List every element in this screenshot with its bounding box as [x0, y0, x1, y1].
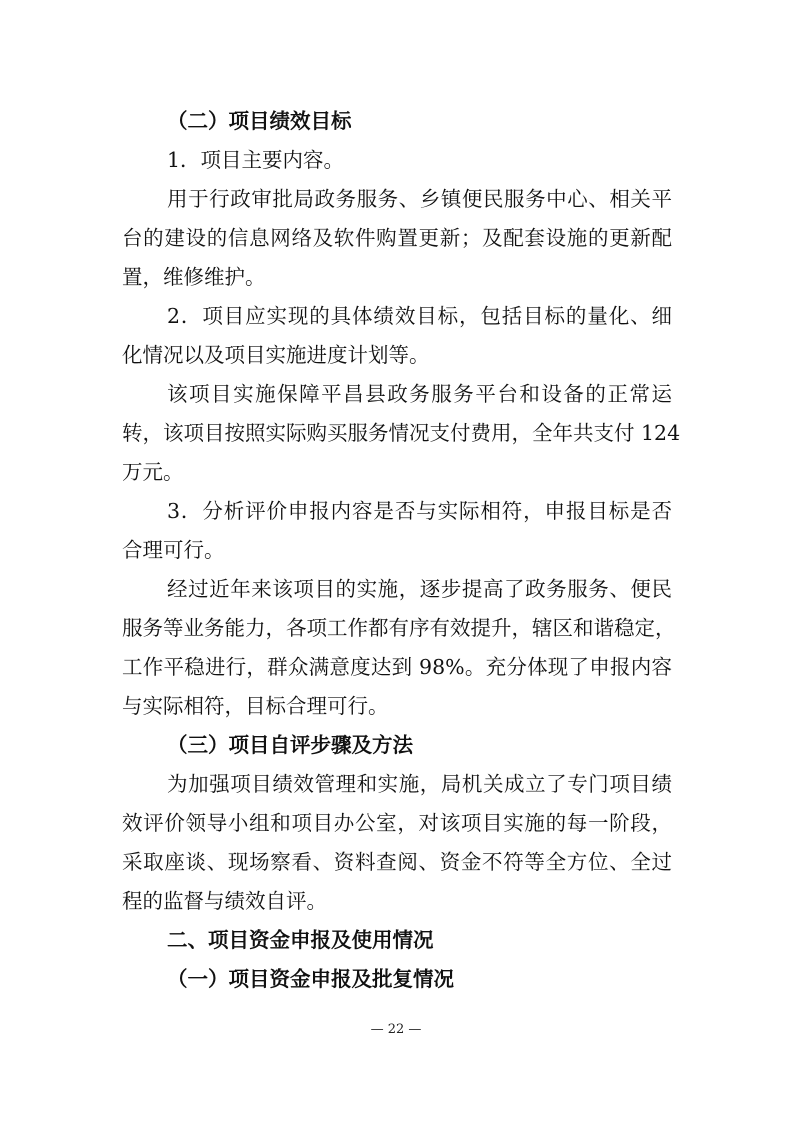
- chapter-heading-funding: 二、项目资金申报及使用情况: [167, 928, 434, 952]
- section-heading-funding-approval: （一）项目资金申报及批复情况: [167, 967, 454, 991]
- paragraph-line: 程的监督与绩效自评。: [122, 889, 327, 913]
- paragraph-line: 与实际相符，目标合理可行。: [122, 694, 389, 718]
- paragraph-line: 用于行政审批局政务服务、乡镇便民服务中心、相关平: [167, 187, 672, 211]
- paragraph-line: 采取座谈、现场察看、资料查阅、资金不符等全方位、全过: [122, 850, 672, 874]
- paragraph-line: 服务等业务能力，各项工作都有序有效提升，辖区和谐稳定，: [122, 616, 676, 640]
- item-heading: 2．项目应实现的具体绩效目标，包括目标的量化、细: [167, 304, 672, 328]
- document-body: [122, 102, 681, 999]
- section-heading-performance-goals: （二）项目绩效目标: [167, 109, 352, 133]
- paragraph-line: 台的建设的信息网络及软件购置更新；及配套设施的更新配: [122, 226, 672, 250]
- paragraph-line: 为加强项目绩效管理和实施，局机关成立了专门项目绩: [167, 772, 672, 796]
- item-heading: 3．分析评价申报内容是否与实际相符，申报目标是否: [167, 499, 672, 523]
- page-number: — 22 —: [370, 1022, 422, 1037]
- item-heading: 合理可行。: [122, 538, 225, 562]
- paragraph-line: 工作平稳进行，群众满意度达到 98%。充分体现了申报内容: [122, 655, 672, 679]
- item-heading: 化情况以及项目实施进度计划等。: [122, 343, 430, 367]
- item-heading: 1．项目主要内容。: [167, 148, 345, 172]
- paragraph-line: 万元。: [122, 460, 184, 484]
- paragraph-line: 经过近年来该项目的实施，逐步提高了政务服务、便民: [167, 577, 672, 601]
- paragraph-line: 该项目实施保障平昌县政务服务平台和设备的正常运: [167, 382, 672, 406]
- paragraph-line: 效评价领导小组和项目办公室，对该项目实施的每一阶段，: [122, 811, 672, 835]
- paragraph-line: 置，维修维护。: [122, 265, 266, 289]
- paragraph-line: 转，该项目按照实际购买服务情况支付费用，全年共支付 124: [122, 421, 681, 445]
- section-heading-self-evaluation: （三）项目自评步骤及方法: [167, 733, 413, 757]
